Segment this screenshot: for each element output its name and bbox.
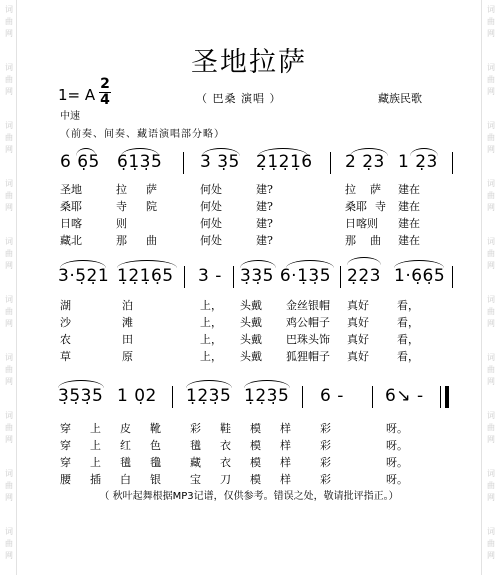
lyric-3-4-3: 白	[120, 473, 131, 486]
lyric-2-4-4: 头戴	[240, 350, 262, 363]
lyric-3-4-6: 刀	[220, 473, 231, 486]
measure-2-5: 2̣2̣3	[347, 266, 381, 286]
lyric-1-1-3: 萨	[146, 183, 157, 196]
lyric-2-1-7: 看，	[397, 299, 419, 312]
lyric-2-4-2: 原	[122, 350, 133, 363]
lyric-1-1-8: 建在	[398, 183, 420, 196]
watermark-char: 词	[487, 63, 495, 72]
lyric-2-2-1: 沙	[60, 316, 71, 329]
lyric-1-2-5: 建?	[256, 200, 273, 213]
watermark-char: 词	[5, 179, 13, 188]
key-signature: 1= A	[58, 86, 96, 104]
lyric-1-2-2: 寺	[116, 200, 127, 213]
watermark-char: 词	[5, 411, 13, 420]
watermark-char: 词	[5, 121, 13, 130]
meter-bottom: 4	[100, 92, 110, 108]
measure-3-1: 3̣5̣3̣5	[58, 386, 104, 406]
measure-1-2: 6̣1̣3̣5	[117, 152, 163, 172]
watermark-char: 曲	[5, 191, 13, 200]
lyric-3-4-8: 样	[280, 473, 291, 486]
watermark-char: 网	[5, 551, 13, 560]
watermark-char: 曲	[5, 539, 13, 548]
lyric-2-1-4: 头戴	[240, 299, 262, 312]
lyric-3-2-9: 彩	[320, 439, 331, 452]
lyric-3-4-2: 插	[90, 473, 101, 486]
lyric-3-3-4: 氇	[150, 456, 161, 469]
lyric-1-1-5: 建?	[256, 183, 273, 196]
lyric-3-2-8: 样	[280, 439, 291, 452]
time-signature	[99, 78, 111, 107]
watermark-char: 网	[5, 319, 13, 328]
lyric-3-4-1: 腰	[60, 473, 71, 486]
lyric-2-4-7: 看，	[397, 350, 419, 363]
lyric-2-1-1: 湖	[60, 299, 71, 312]
watermark-char: 词	[5, 5, 13, 14]
measure-3-5: 6 -	[320, 386, 344, 406]
watermark-char: 曲	[487, 423, 495, 432]
lyric-3-1-5: 彩	[190, 422, 201, 435]
song-title: 圣地拉萨	[191, 47, 307, 78]
lyric-1-3-1: 日喀	[60, 217, 82, 230]
watermark-char: 曲	[487, 307, 495, 316]
watermark-char: 曲	[5, 423, 13, 432]
lyric-2-2-4: 头戴	[240, 316, 262, 329]
transcriber-note: （ 秋叶起舞根据MP3记谱，仅供参考。错误之处，敬请批评指正。）	[99, 491, 399, 502]
watermark-char: 曲	[487, 133, 495, 142]
watermark-char: 词	[487, 179, 495, 188]
measure-3-6: 6↘ -	[385, 386, 424, 406]
watermark-char: 曲	[487, 539, 495, 548]
watermark-char: 曲	[487, 17, 495, 26]
watermark-char: 词	[5, 237, 13, 246]
lyric-3-4-5: 宝	[190, 473, 201, 486]
lyric-2-2-7: 看，	[397, 316, 419, 329]
lyric-1-4-3: 曲	[146, 234, 157, 247]
watermark-char: 网	[5, 29, 13, 38]
watermark-char: 网	[487, 145, 495, 154]
lyric-3-3-6: 衣	[220, 456, 231, 469]
watermark-char: 网	[5, 493, 13, 502]
singer-credit: （ 巴桑 演唱 ）	[196, 92, 282, 105]
lyric-3-2-10: 呀。	[386, 439, 408, 452]
lyric-2-3-6: 真好	[347, 333, 369, 346]
lyric-1-4-5: 建?	[256, 234, 273, 247]
measure-3-4: 1̣2̣3̣5	[244, 386, 290, 406]
watermark-char: 网	[487, 493, 495, 502]
lyric-2-3-3: 上，	[200, 333, 222, 346]
watermark-char: 网	[487, 203, 495, 212]
lyric-3-2-4: 色	[150, 439, 161, 452]
measure-1-3: 3 3̣5	[200, 152, 240, 172]
lyric-1-2-6: 桑耶	[345, 200, 367, 213]
lyric-2-1-3: 上，	[200, 299, 222, 312]
watermark-char: 词	[487, 411, 495, 420]
lyric-3-1-3: 皮	[120, 422, 131, 435]
lyric-1-1-1: 圣地	[60, 183, 82, 196]
lyric-1-3-5: 建?	[256, 217, 273, 230]
watermark-char: 曲	[5, 481, 13, 490]
lyric-3-3-10: 呀。	[386, 456, 408, 469]
lyric-3-2-2: 上	[90, 439, 101, 452]
watermark-char: 词	[487, 353, 495, 362]
lyric-2-3-5: 巴珠头饰	[286, 333, 330, 346]
lyric-1-2-7: 寺	[375, 200, 386, 213]
lyric-1-3-6: 日喀则	[345, 217, 378, 230]
lyric-3-3-2: 上	[90, 456, 101, 469]
watermark-char: 网	[487, 377, 495, 386]
lyric-2-2-3: 上，	[200, 316, 222, 329]
watermark-char: 词	[487, 469, 495, 478]
lyric-1-1-7: 萨	[370, 183, 381, 196]
watermark-char: 曲	[487, 249, 495, 258]
lyric-3-3-8: 样	[280, 456, 291, 469]
measure-2-2: 1̣2̣1̣6̣5	[117, 266, 174, 286]
lyric-1-3-2: 则	[116, 217, 127, 230]
meter-top: 2	[100, 76, 110, 92]
lyric-2-3-2: 田	[122, 333, 133, 346]
lyric-3-4-4: 银	[150, 473, 161, 486]
watermark-char: 网	[487, 87, 495, 96]
watermark-char: 词	[487, 237, 495, 246]
lyric-2-3-4: 头戴	[240, 333, 262, 346]
measure-2-3: 3 -	[198, 266, 222, 286]
lyric-1-1-6: 拉	[345, 183, 356, 196]
watermark-char: 曲	[5, 133, 13, 142]
watermark-char: 曲	[5, 17, 13, 26]
lyric-1-4-4: 何处	[200, 234, 222, 247]
watermark-char: 词	[487, 121, 495, 130]
lyric-2-4-1: 草	[60, 350, 71, 363]
lyric-3-2-3: 红	[120, 439, 131, 452]
watermark-char: 词	[5, 63, 13, 72]
lyric-3-3-3: 氆	[120, 456, 131, 469]
tempo-marking: 中速	[60, 111, 80, 122]
lyric-2-4-5: 狐狸帽子	[286, 350, 330, 363]
measure-1-6: 1 2̣3	[398, 152, 438, 172]
lyric-1-4-6: 那	[345, 234, 356, 247]
lyric-3-2-7: 模	[250, 439, 261, 452]
lyric-2-4-6: 真好	[347, 350, 369, 363]
lyric-1-2-8: 建在	[398, 200, 420, 213]
watermark-char: 网	[5, 87, 13, 96]
watermark-char: 网	[487, 551, 495, 560]
lyric-3-2-6: 衣	[220, 439, 231, 452]
genre-label: 藏族民歌	[378, 92, 422, 105]
lyric-3-2-5: 氆	[190, 439, 201, 452]
watermark-char: 词	[487, 5, 495, 14]
lyric-3-4-7: 模	[250, 473, 261, 486]
watermark-char: 词	[5, 469, 13, 478]
watermark-char: 曲	[487, 481, 495, 490]
lyric-1-1-2: 拉	[116, 183, 127, 196]
measure-3-3: 1̣2̣3̣5	[186, 386, 232, 406]
lyric-3-2-1: 穿	[60, 439, 71, 452]
lyric-3-3-9: 彩	[320, 456, 331, 469]
lyric-1-4-1: 藏北	[60, 234, 82, 247]
lyric-3-1-2: 上	[90, 422, 101, 435]
lyric-2-4-3: 上，	[200, 350, 222, 363]
lyric-2-2-6: 真好	[347, 316, 369, 329]
lyric-1-2-4: 何处	[200, 200, 222, 213]
watermark-char: 网	[5, 203, 13, 212]
watermark-char: 曲	[5, 249, 13, 258]
lyric-1-2-3: 院	[146, 200, 157, 213]
watermark-char: 网	[5, 145, 13, 154]
lyric-2-1-6: 真好	[347, 299, 369, 312]
measure-2-4: 3̣3̣5 6·1̣3̣5	[240, 266, 332, 286]
lyric-3-3-5: 藏	[190, 456, 201, 469]
lyric-1-4-7: 曲	[370, 234, 381, 247]
lyric-3-4-10: 呀。	[386, 473, 408, 486]
lyric-3-1-7: 模	[250, 422, 261, 435]
lyric-2-2-2: 滩	[122, 316, 133, 329]
lyric-3-1-1: 穿	[60, 422, 71, 435]
watermark-char: 网	[487, 435, 495, 444]
measure-2-1: 3·5̣2̣1	[58, 266, 110, 286]
watermark-char: 曲	[5, 365, 13, 374]
watermark-char: 网	[487, 261, 495, 270]
watermark-char: 词	[5, 295, 13, 304]
watermark-char: 词	[487, 295, 495, 304]
lyric-1-4-8: 建在	[398, 234, 420, 247]
watermark-char: 网	[5, 377, 13, 386]
lyric-1-4-2: 那	[116, 234, 127, 247]
intro-note: （前奏、间奏、藏语演唱部分略）	[60, 129, 225, 140]
watermark-char: 网	[5, 435, 13, 444]
watermark-char: 词	[5, 353, 13, 362]
lyric-3-1-8: 样	[280, 422, 291, 435]
lyric-3-1-6: 鞋	[220, 422, 231, 435]
lyric-3-1-4: 靴	[150, 422, 161, 435]
measure-1-1: 6 6̣5	[60, 152, 100, 172]
watermark-char: 曲	[487, 75, 495, 84]
measure-1-5: 2 2̣3	[345, 152, 385, 172]
lyric-3-4-9: 彩	[320, 473, 331, 486]
lyric-1-1-4: 何处	[200, 183, 222, 196]
lyric-3-3-7: 模	[250, 456, 261, 469]
lyric-2-1-2: 泊	[122, 299, 133, 312]
lyric-3-3-1: 穿	[60, 456, 71, 469]
lyric-2-2-5: 鸡公帽子	[286, 316, 330, 329]
lyric-2-1-5: 金丝银帽	[286, 299, 330, 312]
lyric-3-1-10: 呀。	[386, 422, 408, 435]
lyric-1-2-1: 桑耶	[60, 200, 82, 213]
lyric-3-1-9: 彩	[320, 422, 331, 435]
watermark-char: 曲	[5, 307, 13, 316]
watermark-char: 词	[487, 527, 495, 536]
watermark-char: 词	[5, 527, 13, 536]
watermark-char: 曲	[5, 75, 13, 84]
lyric-1-3-8: 建在	[398, 217, 420, 230]
watermark-char: 网	[487, 29, 495, 38]
measure-2-6: 1·6̣6̣5	[394, 266, 446, 286]
watermark-char: 曲	[487, 191, 495, 200]
measure-1-4: 2̣1̣2̣1̣6	[256, 152, 313, 172]
measure-3-2: 1 0̣2	[117, 386, 157, 406]
watermark-char: 曲	[487, 365, 495, 374]
lyric-2-3-1: 农	[60, 333, 71, 346]
watermark-char: 网	[487, 319, 495, 328]
lyric-2-3-7: 看，	[397, 333, 419, 346]
watermark-char: 网	[5, 261, 13, 270]
lyric-1-3-4: 何处	[200, 217, 222, 230]
